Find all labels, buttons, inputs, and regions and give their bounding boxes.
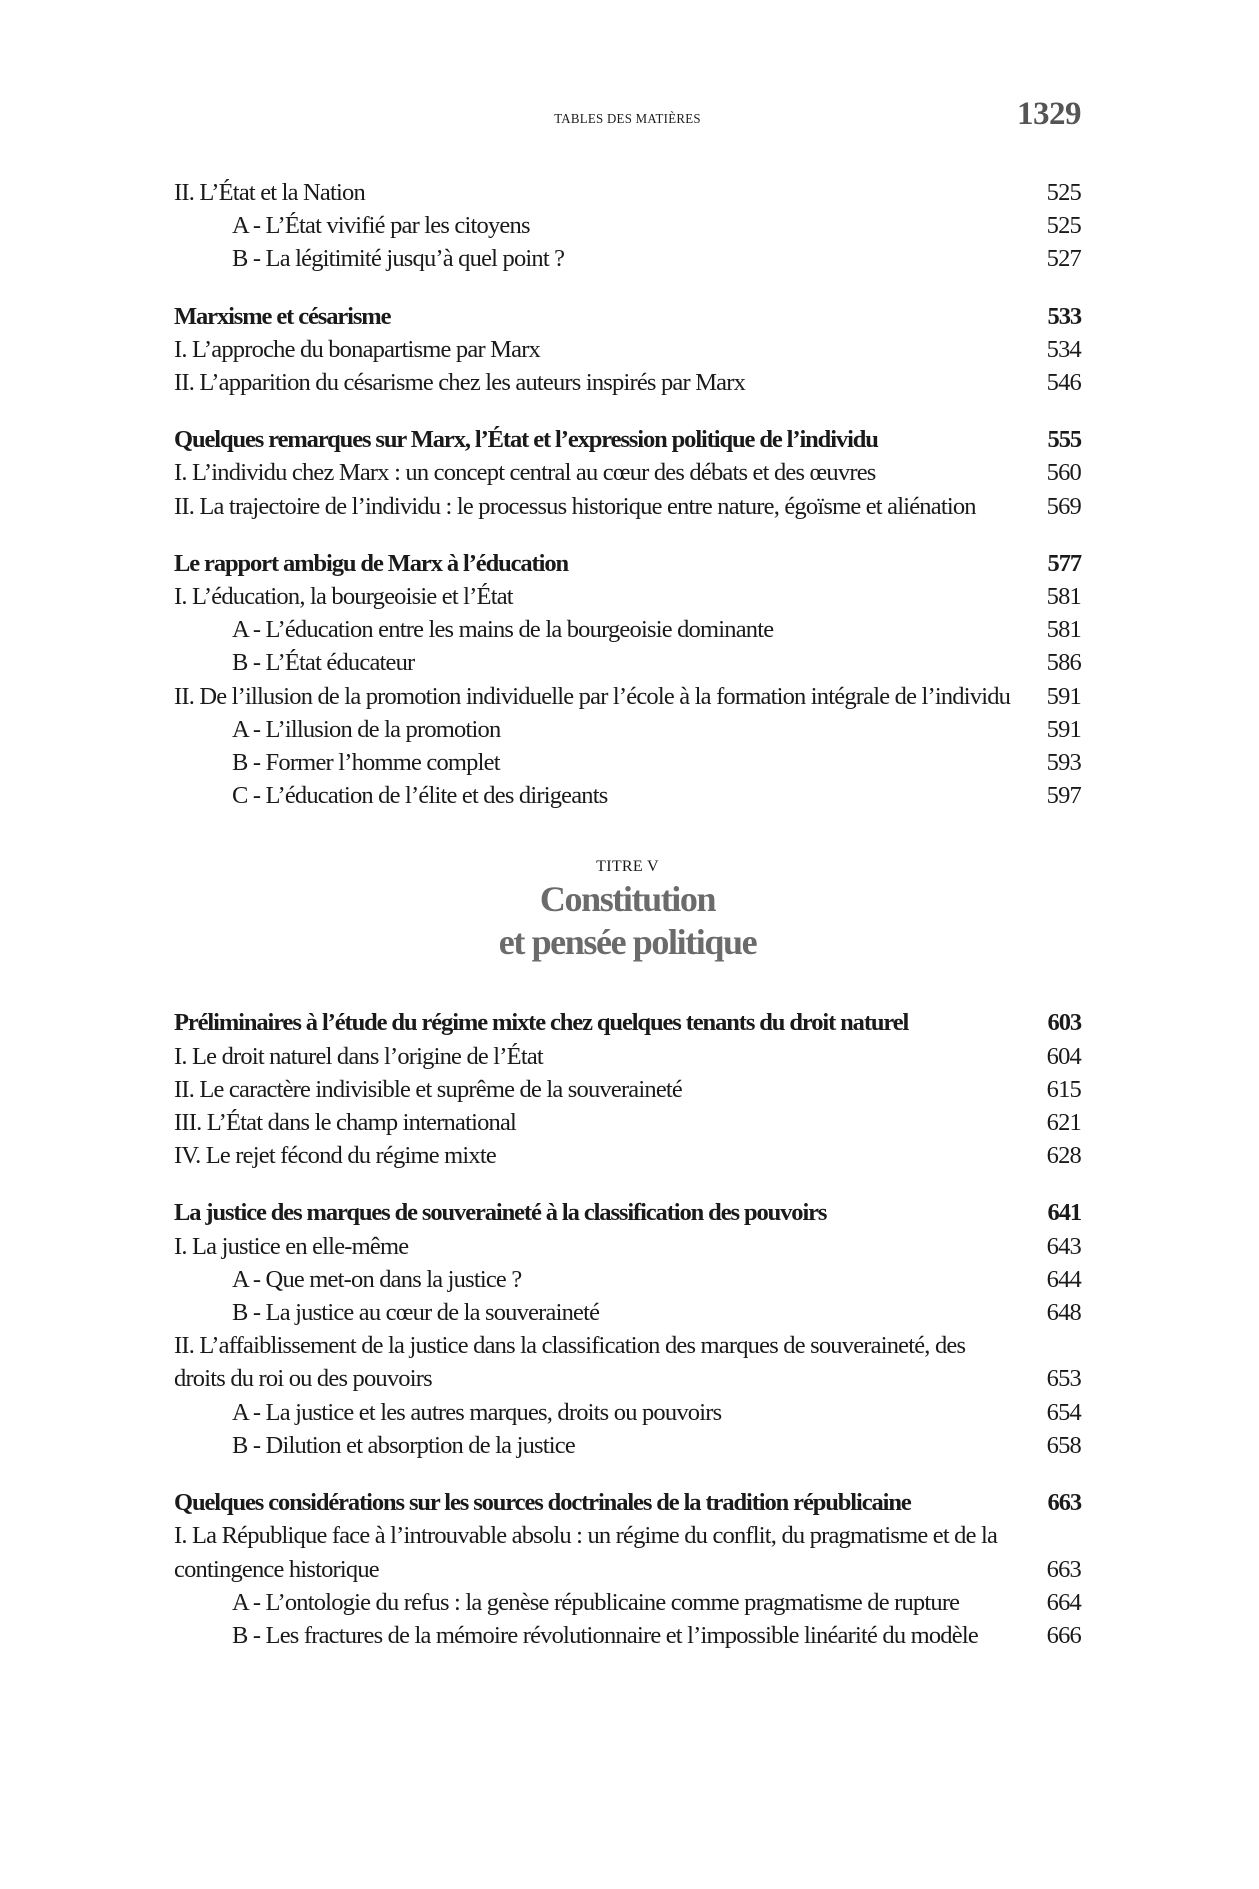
- toc-entry-page: 644: [1046, 1265, 1081, 1293]
- toc-subsection: [174, 613, 1081, 646]
- toc-section: [174, 680, 1081, 713]
- toc-entry-label: Le rapport ambigu de Marx à l’éducation: [174, 549, 568, 577]
- toc-entry-label: A - Que met-on dans la justice ?: [232, 1265, 522, 1293]
- toc-block: [174, 1196, 1081, 1462]
- toc-entry-page: 663: [1046, 1555, 1081, 1583]
- toc-section: [174, 1106, 1081, 1139]
- toc-entry-page: 591: [1046, 715, 1081, 743]
- toc-block: [174, 423, 1081, 523]
- toc-section: [174, 176, 1081, 209]
- running-header: [174, 96, 1081, 136]
- toc-entry-label: I. L’approche du bonapartisme par Marx: [174, 335, 541, 363]
- toc-entry-page: 628: [1046, 1142, 1081, 1170]
- toc-chapter-heading: [174, 547, 1081, 580]
- toc-subsection: [174, 1619, 1081, 1652]
- toc-part-after-title: [174, 1006, 1081, 1652]
- toc-section: [174, 1329, 1081, 1395]
- toc-subsection: [174, 713, 1081, 746]
- title-line-2: et pensée politique: [498, 922, 757, 963]
- toc-block: [174, 1486, 1081, 1652]
- toc-entry-label: II. L’apparition du césarisme chez les auteurs inspirés par Marx: [174, 369, 746, 397]
- toc-block: [174, 547, 1081, 813]
- toc-entry-page: 577: [1047, 549, 1081, 577]
- toc-entry-label: B - La légitimité jusqu’à quel point ?: [232, 245, 565, 273]
- book-page: [174, 0, 1081, 1889]
- toc-entry-page: 663: [1047, 1489, 1081, 1517]
- toc-entry-label: A - L’illusion de la promotion: [232, 715, 501, 743]
- toc-entry-page: 666: [1046, 1621, 1081, 1649]
- toc-entry-label: I. La justice en elle-même: [174, 1232, 409, 1260]
- toc-entry-page: 525: [1046, 179, 1081, 206]
- toc-entry-page: 569: [1046, 492, 1081, 520]
- toc-entry-page: 664: [1046, 1588, 1081, 1616]
- toc-entry-page: 615: [1046, 1075, 1081, 1103]
- toc-entry-label: A - L’éducation entre les mains de la bourgeoisie dominante: [232, 616, 774, 644]
- toc-section: [174, 1040, 1081, 1073]
- toc-entry-label: II. L’État et la Nation: [174, 179, 365, 206]
- toc-entry-label: C - L’éducation de l’élite et des dirigeants: [232, 782, 608, 810]
- toc-entry-page: 534: [1046, 335, 1081, 363]
- toc-entry-label: B - Former l’homme complet: [232, 749, 500, 777]
- toc-entry-page: 533: [1047, 302, 1081, 330]
- toc-entry-page: 654: [1046, 1398, 1081, 1426]
- running-title: TABLES DES MATIÈRES: [554, 112, 701, 127]
- toc-entry-page: 591: [1046, 682, 1081, 710]
- toc-entry-page: 603: [1047, 1009, 1081, 1037]
- toc-entry-label: III. L’État dans le champ international: [174, 1109, 517, 1137]
- toc-entry-page: 525: [1046, 212, 1081, 240]
- toc-block: [174, 176, 1081, 276]
- toc-entry-page: 648: [1046, 1299, 1081, 1327]
- title-kicker: TITRE V: [596, 858, 659, 876]
- toc-entry-label: II. Le caractère indivisible et suprême de la souveraineté: [174, 1075, 682, 1103]
- toc-subsection: [174, 1586, 1081, 1619]
- toc-entry-page: 593: [1046, 749, 1081, 777]
- toc-entry-label: B - La justice au cœur de la souveraineté: [232, 1299, 600, 1327]
- toc-entry-label: B - Les fractures de la mémoire révolutionnaire et l’impossible linéarité du modèle: [232, 1621, 978, 1649]
- toc-section: [174, 580, 1081, 613]
- toc-chapter-heading: [174, 1486, 1081, 1519]
- toc-entry-page: 653: [1046, 1365, 1081, 1393]
- toc-entry-page: 597: [1046, 782, 1081, 810]
- toc-entry-label: A - La justice et les autres marques, droits ou pouvoirs: [232, 1398, 722, 1426]
- toc-entry-label: I. Le droit naturel dans l’origine de l’État: [174, 1042, 543, 1070]
- page-number: 1329: [1017, 96, 1081, 132]
- toc-subsection: [174, 746, 1081, 779]
- toc-entry-label: A - L’ontologie du refus : la genèse républicaine comme pragmatisme de rupture: [232, 1588, 960, 1616]
- toc-chapter-heading: [174, 1006, 1081, 1039]
- toc-subsection: [174, 242, 1081, 275]
- toc-entry-page: 621: [1046, 1109, 1081, 1137]
- title-section: [174, 856, 1081, 964]
- toc-chapter-heading: [174, 423, 1081, 456]
- toc-subsection: [174, 1263, 1081, 1296]
- toc-entry-label: Quelques considérations sur les sources doctrinales de la tradition républicaine: [174, 1489, 911, 1517]
- toc-entry-page: 527: [1046, 245, 1081, 273]
- toc-section: [174, 1230, 1081, 1263]
- toc-entry-label: La justice des marques de souveraineté à la classification des pouvoirs: [174, 1199, 827, 1227]
- toc-part-before-title: [174, 176, 1081, 812]
- toc-subsection: [174, 779, 1081, 812]
- toc-entry-label: I. La République face à l’introuvable absolu : un régime du conflit, du pragmatisme et de la contingence historique: [174, 1522, 998, 1583]
- toc-entry-label: II. L’affaiblissement de la justice dans la classification des marques de souveraineté, des droits du roi ou des pouvoirs: [174, 1332, 966, 1393]
- toc-entry-label: Marxisme et césarisme: [174, 302, 391, 330]
- toc-subsection: [174, 1296, 1081, 1329]
- toc-entry-page: 604: [1046, 1042, 1081, 1070]
- toc-section: [174, 333, 1081, 366]
- toc-entry-label: A - L’État vivifié par les citoyens: [232, 212, 530, 240]
- toc-subsection: [174, 646, 1081, 679]
- toc-entry-label: I. L’éducation, la bourgeoisie et l’État: [174, 583, 513, 611]
- toc-entry-page: 555: [1047, 426, 1081, 454]
- toc-entry-page: 643: [1046, 1232, 1081, 1260]
- toc-entry-label: Quelques remarques sur Marx, l’État et l’expression politique de l’individu: [174, 426, 878, 454]
- toc-entry-page: 581: [1046, 583, 1081, 611]
- toc-entry-page: 581: [1046, 616, 1081, 644]
- toc-entry-page: 586: [1046, 649, 1081, 677]
- toc-entry-label: II. La trajectoire de l’individu : le processus historique entre nature, égoïsme et aliénation: [174, 492, 976, 520]
- toc-block: [174, 1006, 1081, 1172]
- toc-entry-label: II. De l’illusion de la promotion individuelle par l’école à la formation intégrale de l’individu: [174, 682, 1011, 710]
- toc-section: [174, 1139, 1081, 1172]
- toc-entry-label: Préliminaires à l’étude du régime mixte chez quelques tenants du droit naturel: [174, 1009, 909, 1037]
- toc-entry-page: 546: [1046, 369, 1081, 397]
- toc-section: [174, 456, 1081, 489]
- toc-section: [174, 1519, 1081, 1585]
- toc-entry-page: 641: [1047, 1199, 1081, 1227]
- toc-subsection: [174, 209, 1081, 242]
- table-of-contents: [174, 176, 1081, 1652]
- toc-section: [174, 490, 1081, 523]
- toc-subsection: [174, 1429, 1081, 1462]
- toc-entry-label: I. L’individu chez Marx : un concept central au cœur des débats et des œuvres: [174, 459, 876, 487]
- toc-section: [174, 1073, 1081, 1106]
- toc-chapter-heading: [174, 1196, 1081, 1229]
- toc-section: [174, 366, 1081, 399]
- toc-entry-page: 658: [1046, 1431, 1081, 1459]
- toc-chapter-heading: [174, 300, 1081, 333]
- toc-entry-label: B - Dilution et absorption de la justice: [232, 1431, 575, 1459]
- title-line-1: Constitution: [539, 879, 716, 920]
- toc-entry-label: B - L’État éducateur: [232, 649, 415, 677]
- toc-entry-label: IV. Le rejet fécond du régime mixte: [174, 1142, 496, 1170]
- toc-entry-page: 560: [1046, 459, 1081, 487]
- toc-block: [174, 300, 1081, 400]
- toc-subsection: [174, 1396, 1081, 1429]
